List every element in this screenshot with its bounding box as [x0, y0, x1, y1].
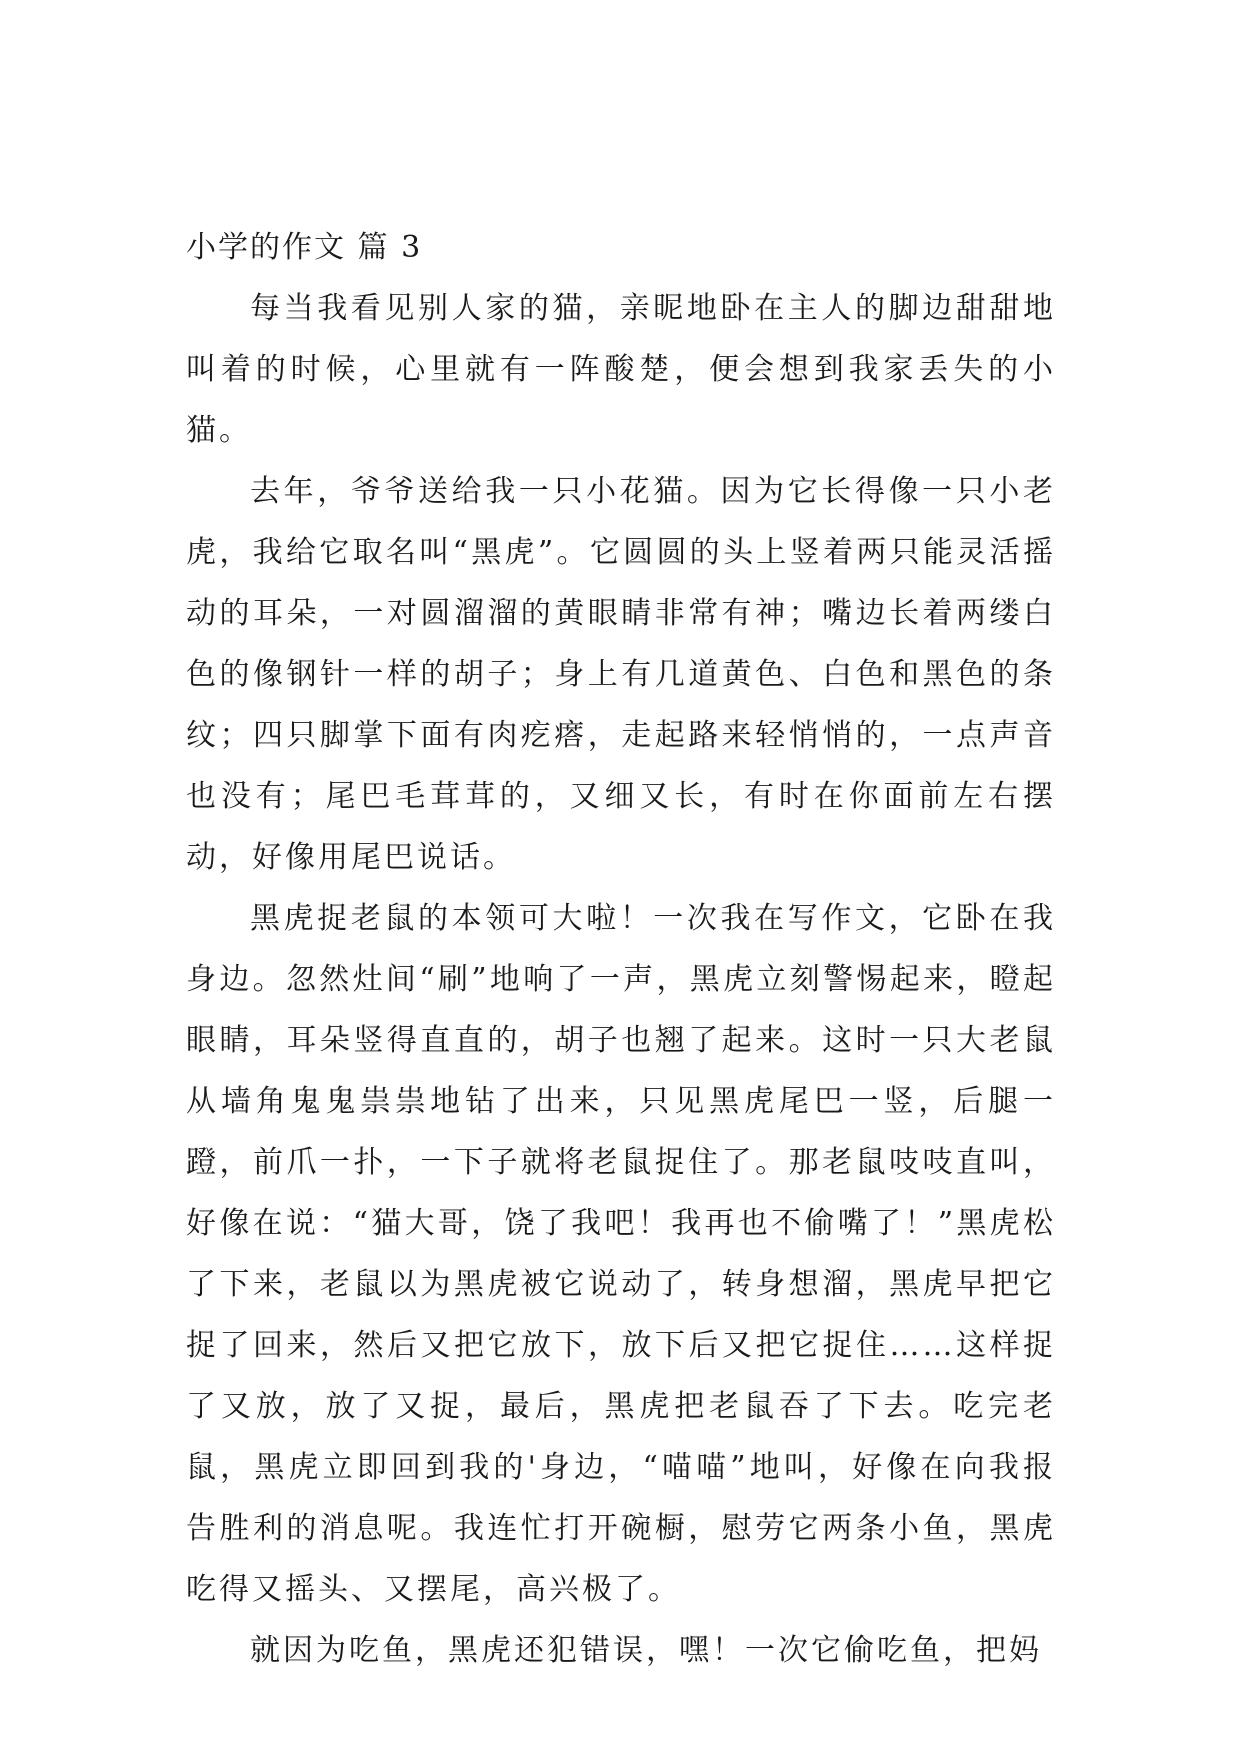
essay-title: 小学的作文 篇 3: [186, 230, 423, 265]
paragraph-3: 黑虎捉老鼠的本领可大啦！一次我在写作文，它卧在我身边。忽然灶间“刷”地响了一声，黑虎立刻警惕起来，瞪起眼睛，耳朵竖得直直的，胡子也翘了起来。这时一只大老鼠从墙角鬼鬼祟祟地钻了出来，只见黑虎尾巴一竖，后腿一蹬，前爪一扑，一下子就将老鼠捉住了。那老鼠吱吱直叫，好像在说：“猫大哥，饶了我吧！我再也不偷嘴了！”黑虎松了下来，老鼠以为黑虎被它说动了，转身想溜，黑虎早把它捉了回来，然后又把它放下，放下后又把它捉住……这样捉了又放，放了又捉，最后，黑虎把老鼠吞了下去。吃完老鼠，黑虎立即回到我的'身边，“喵喵”地叫，好像在向我报告胜利的消息呢。我连忙打开碗橱，慰劳它两条小鱼，黑虎吃得又摇头、又摆尾，高兴极了。: [186, 901, 1056, 1607]
paragraph-1: 每当我看见别人家的猫，亲昵地卧在主人的脚边甜甜地叫着的时候，心里就有一阵酸楚，便会想到我家丢失的小猫。: [186, 291, 1056, 448]
paragraph-2: 去年，爷爷送给我一只小花猫。因为它长得像一只小老虎，我给它取名叫“黑虎”。它圆圆的头上竖着两只能灵活摇动的耳朵，一对圆溜溜的黄眼睛非常有神；嘴边长着两缕白色的像钢针一样的胡子；身上有几道黄色、白色和黑色的条纹；四只脚掌下面有肉疙瘩，走起路来轻悄悄的，一点声音也没有；尾巴毛茸茸的，又细又长，有时在你面前左右摆动，好像用尾巴说话。: [186, 474, 1056, 875]
paragraph-4: 就因为吃鱼，黑虎还犯错误，嘿！一次它偷吃鱼，把妈: [250, 1633, 1042, 1668]
document-body: [186, 218, 1056, 1681]
